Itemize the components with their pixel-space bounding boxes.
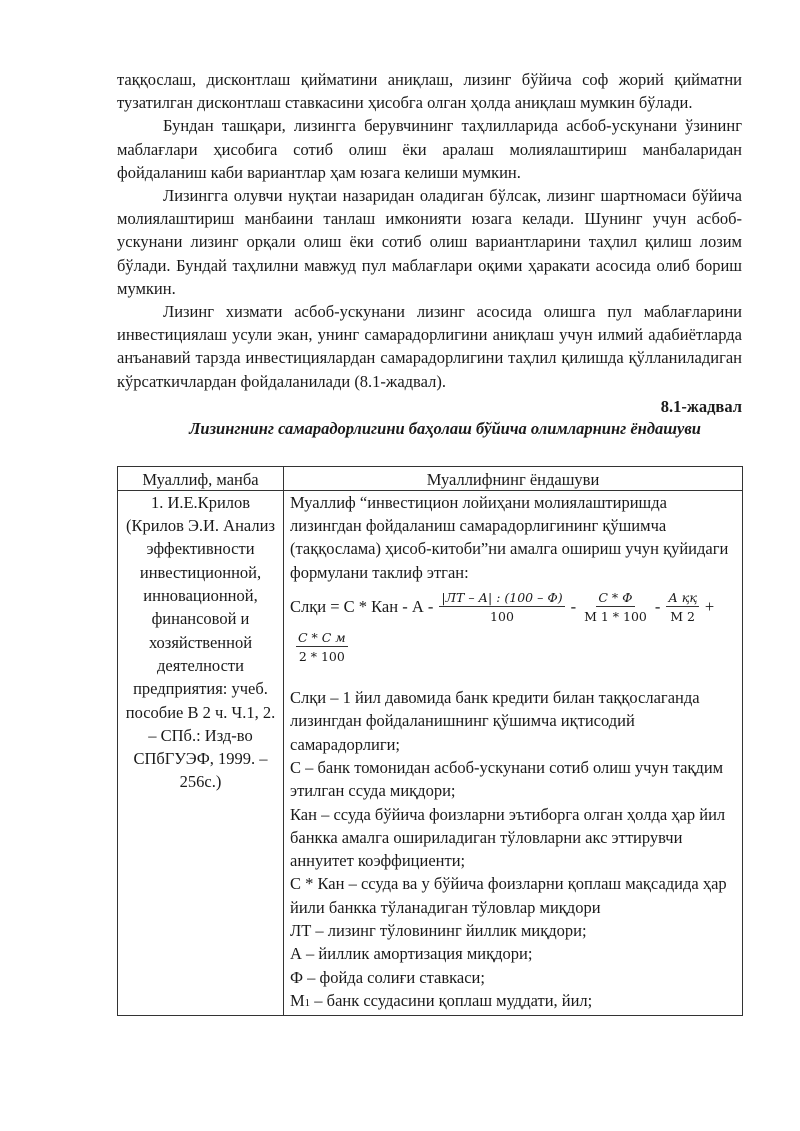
approaches-table	[117, 466, 743, 1016]
header-approach: Муаллифнинг ёндашуви	[284, 466, 743, 490]
formula-fraction-4	[296, 630, 348, 664]
formula-minus-2: -	[654, 597, 661, 617]
header-author: Муаллиф, манба	[118, 466, 284, 490]
table-row	[118, 490, 743, 1015]
definitions-list	[290, 686, 734, 1015]
definition-item: ЛТ – лизинг тўловининг йиллик миқдори;	[290, 921, 587, 940]
definition-text: – банк ссудасини қоплаш муддати, йил;	[310, 990, 593, 1010]
definition-symbol: М	[290, 990, 305, 1010]
definition-item: Слқи – 1 йил давомида банк кредити билан таққослаганда лизингдан фойдаланишнинг қўшимча иқтисодий самарадорлиги;	[290, 688, 700, 754]
document-page	[117, 68, 742, 1016]
formula-fraction-3	[666, 590, 699, 624]
definition-subscript: 1	[304, 996, 311, 1009]
fraction-1-denominator: 100	[490, 609, 514, 625]
definition-item: Кан – ссуда бўйича фоизларни эътиборга олган ҳолда ҳар йил банкка амалга ошириладиган тўловларни акс эттирувчи аннуитет коэффициенти;	[290, 804, 726, 871]
formula-fraction-1	[439, 590, 564, 624]
paragraph-3: Лизингга олувчи нуқтаи назаридан оладиган бўлсак, лизинг шартномаси бўйича молиялаштириш манбаини танлаш имконияти юзага келади. Шунинг учун асбоб-ускунани лизинг орқали олиш ёки сотиб олиш вариантларини таҳлил қилиш лозим бўлади. Бундай таҳлилни мавжуд пул маблағлари оқими ҳаракати асосида олиб бориш мумкин.	[117, 186, 742, 298]
definition-item: А – йиллик амортизация миқдори;	[290, 944, 533, 964]
fraction-1-numerator: |ЛТ – А| : (100 – Ф)	[441, 590, 563, 606]
fraction-3-numerator: А ққ	[668, 590, 697, 606]
paragraph-4: Лизинг хизмати асбоб-ускунани лизинг асосида олишга пул маблағларини инвестициялаш усули экан, унинг самарадорлигини аниқлаш учун илмий адабиётларда анъанавий тарзда инвестициялардан самарадорлигини таҳлил қилишда қўлланиладиган кўрсаткичлардан фойдаланилади (8.1-жадвал).	[117, 302, 742, 391]
paragraph-1: таққослаш, дисконтлаш қийматини аниқлаш, лизинг бўйича соф жорий қийматни тузатилган дисконтлаш ставкасини ҳисобга олган ҳолда аниқлаш мумкин бўлади.	[117, 70, 742, 113]
fraction-4-numerator: С * С м	[298, 630, 346, 646]
approach-intro: Муаллиф “инвестицион лойиҳани молиялаштиришда лизингдан фойдаланиш самарадорлигининг қўшимча (таққослама) ҳисоб-китоби”ни амалга ошириш учун қуйидаги формулани таклиф этган:	[290, 492, 729, 582]
formula-plus: +	[704, 597, 715, 617]
formula	[290, 590, 734, 624]
fraction-4-denominator: 2 * 100	[298, 649, 345, 665]
fraction-2-numerator: С * Ф	[598, 590, 633, 606]
formula-minus-1: -	[570, 597, 577, 617]
definition-item: Ф – фойда солиғи ставкаси;	[290, 967, 485, 987]
table-header-row	[118, 466, 743, 490]
definition-item: С * Кан – ссуда ва у бўйича фоизларни қоплаш мақсадида ҳар йили банкка тўланадиган тўловлар миқдори	[290, 874, 727, 917]
formula-lhs: Слқи = С * Кан - А -	[290, 597, 434, 617]
author-cell: 1. И.Е.Крилов (Крилов Э.И. Анализ эффективности инвестиционной, инновационной, финансовой и хозяйственной деятелности предприятия: учеб. пособие В 2 ч. Ч.1, 2. – СПб.: Изд-во СПбГУЭФ, 1999. – 256с.)	[118, 490, 284, 1015]
definition-item-last	[290, 989, 734, 1015]
fraction-2-denominator: М 1 * 100	[584, 609, 647, 625]
table-title: Лизингнинг самарадорлигини баҳолаш бўйича олимларнинг ёндашуви	[189, 418, 701, 438]
approach-cell	[284, 490, 743, 1015]
paragraph-2: Бундан ташқари, лизингга берувчининг таҳлилларида асбоб-ускунани ўзининг маблағлари ҳисобига сотиб олиш ёки аралаш молиялаштириш манбаларидан фойдаланиш каби вариантлар ҳам юзага келиши мумкин.	[117, 116, 742, 182]
definition-item: С – банк томонидан асбоб-ускунани сотиб олиш учун тақдим этилган ссуда миқдори;	[290, 757, 724, 801]
fraction-3-denominator: М 2	[670, 609, 695, 625]
formula-fraction-2	[582, 590, 649, 624]
table-number: 8.1-жадвал	[660, 396, 742, 416]
